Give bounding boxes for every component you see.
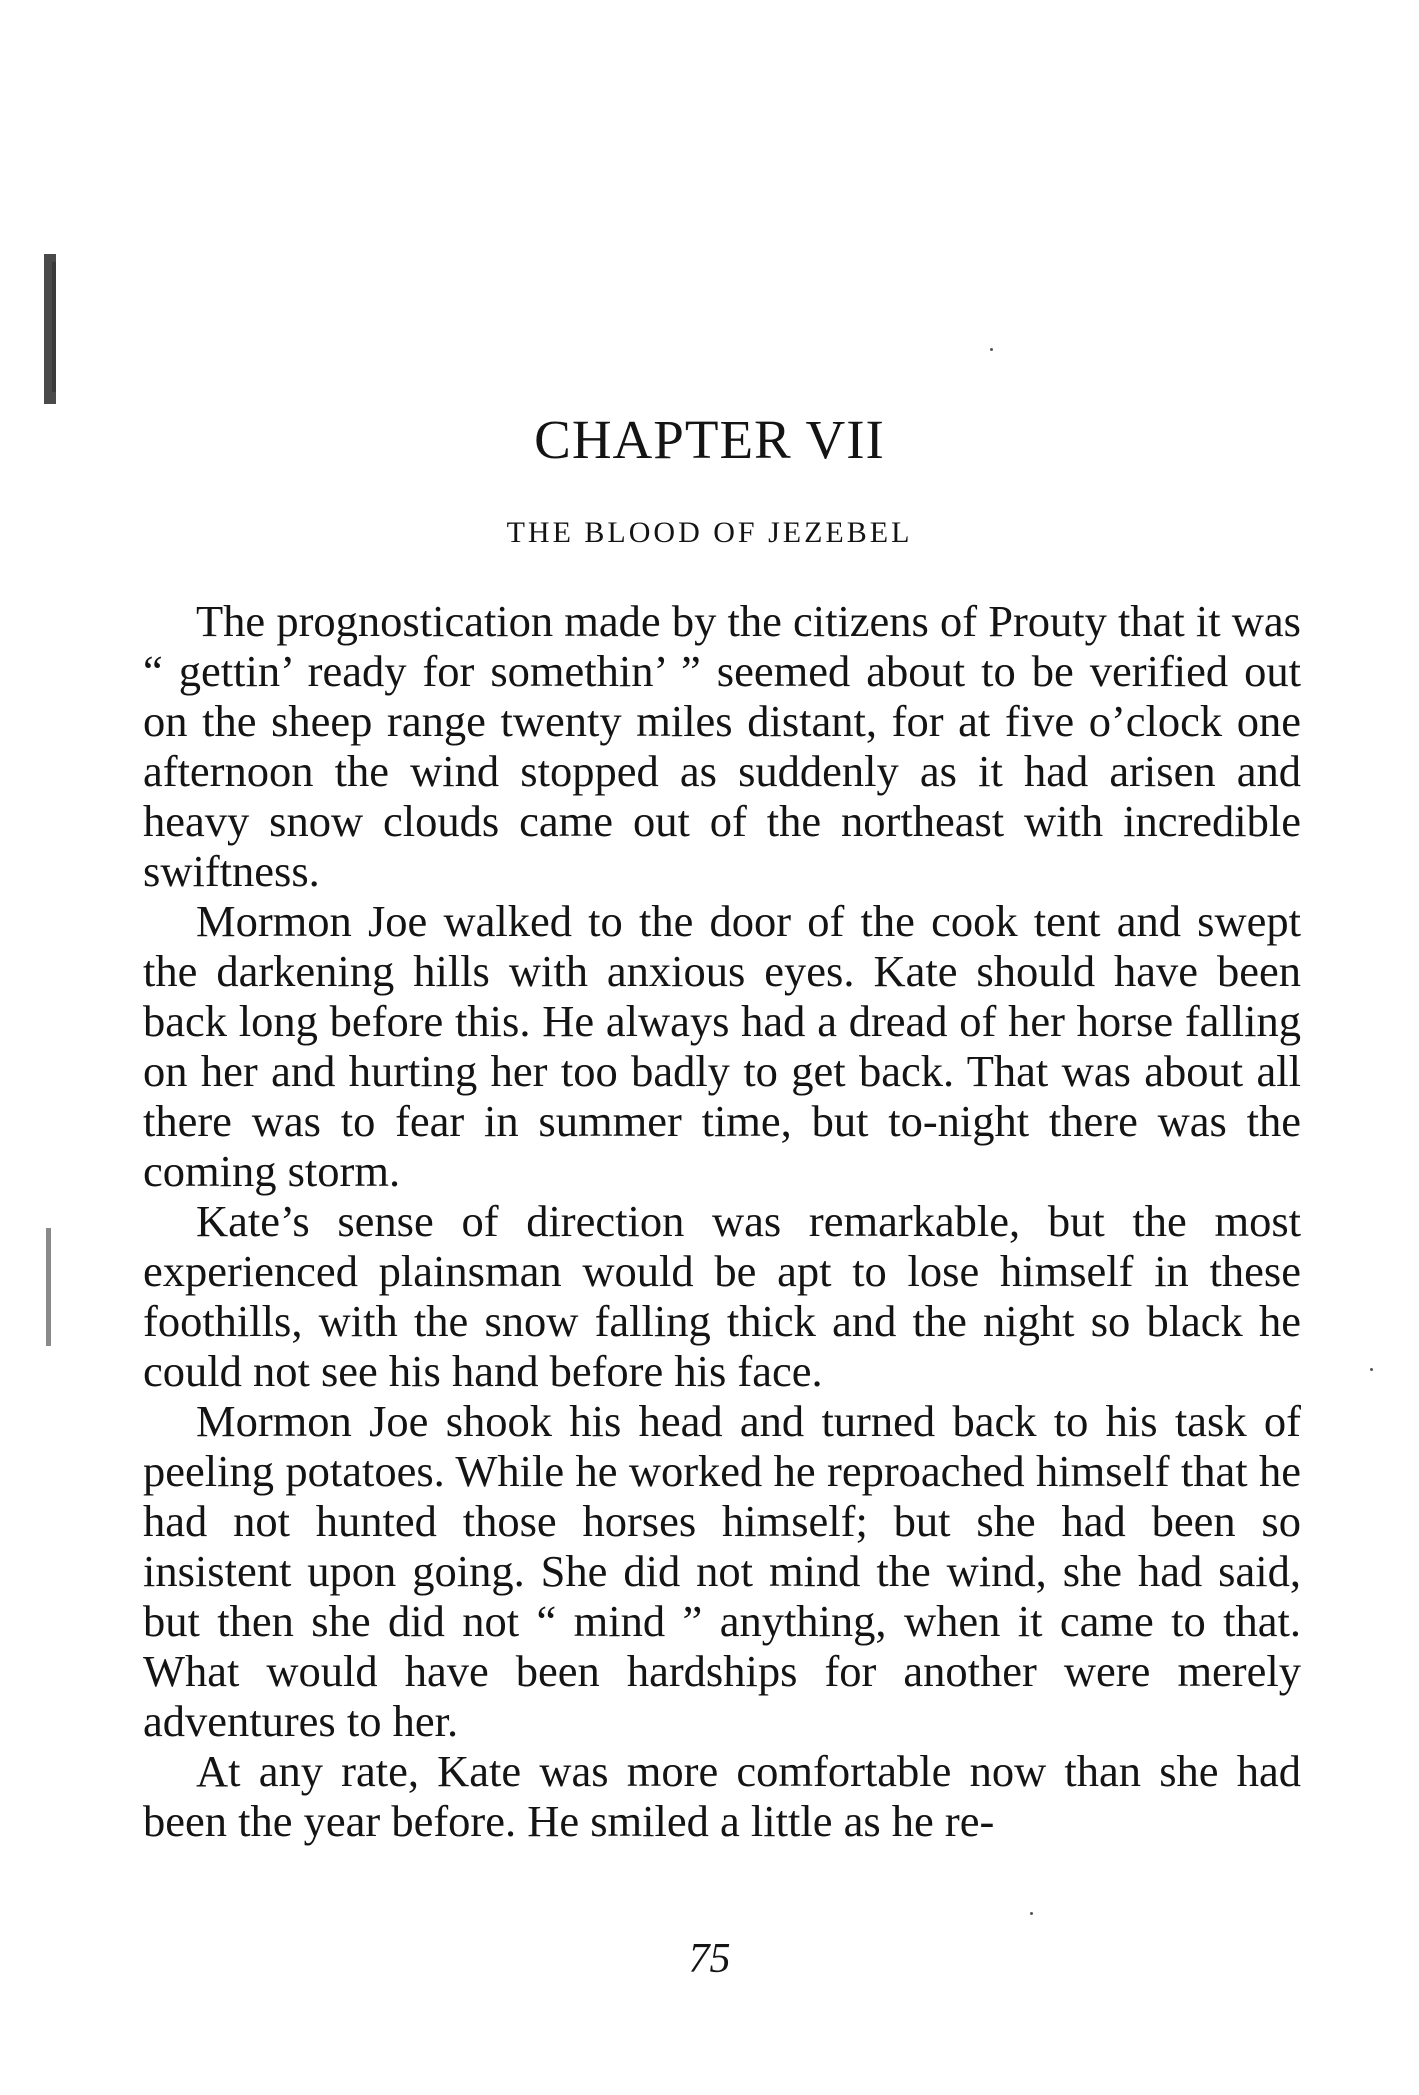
paragraph: At any rate, Kate was more comfortable now than she had been the year before. He smiled a little as he re-	[143, 1746, 1301, 1846]
body-text	[143, 596, 1301, 1846]
paragraph: The prognostication made by the citizens of Prouty that it was “ gettin’ ready for somethin’ ” seemed about to be verified out on the sheep range twenty miles distant, for at five o’clock one afternoon the wind stopped as suddenly as it had arisen and heavy snow clouds came out of the northeast with incredible swiftness.	[143, 596, 1301, 896]
scan-speck	[1030, 1912, 1033, 1915]
chapter-title: CHAPTER VII	[534, 409, 885, 470]
scan-speck	[990, 348, 993, 351]
chapter-subtitle: THE BLOOD OF JEZEBEL	[506, 516, 913, 549]
scan-artifact	[46, 1228, 51, 1346]
page-number: 75	[688, 1936, 731, 1982]
paragraph: Kate’s sense of direction was remarkable, but the most experienced plainsman would be apt to lose himself in these foothills, with the snow falling thick and the night so black he could not see his hand before his face.	[143, 1196, 1301, 1396]
scan-artifact	[52, 262, 56, 392]
paragraph: Mormon Joe walked to the door of the cook tent and swept the darkening hills with anxious eyes. Kate should have been back long before this. He always had a dread of her horse falling on her and hurting her too badly to get back. That was about all there was to fear in summer time, but to-night there was the coming storm.	[143, 896, 1301, 1196]
paragraph: Mormon Joe shook his head and turned back to his task of peeling potatoes. While he worked he reproached himself that he had not hunted those horses himself; but she had been so insistent upon going. She did not mind the wind, she had said, but then she did not “ mind ” anything, when it came to that. What would have been hardships for another were merely adventures to her.	[143, 1396, 1301, 1746]
scan-speck	[1370, 1368, 1373, 1371]
